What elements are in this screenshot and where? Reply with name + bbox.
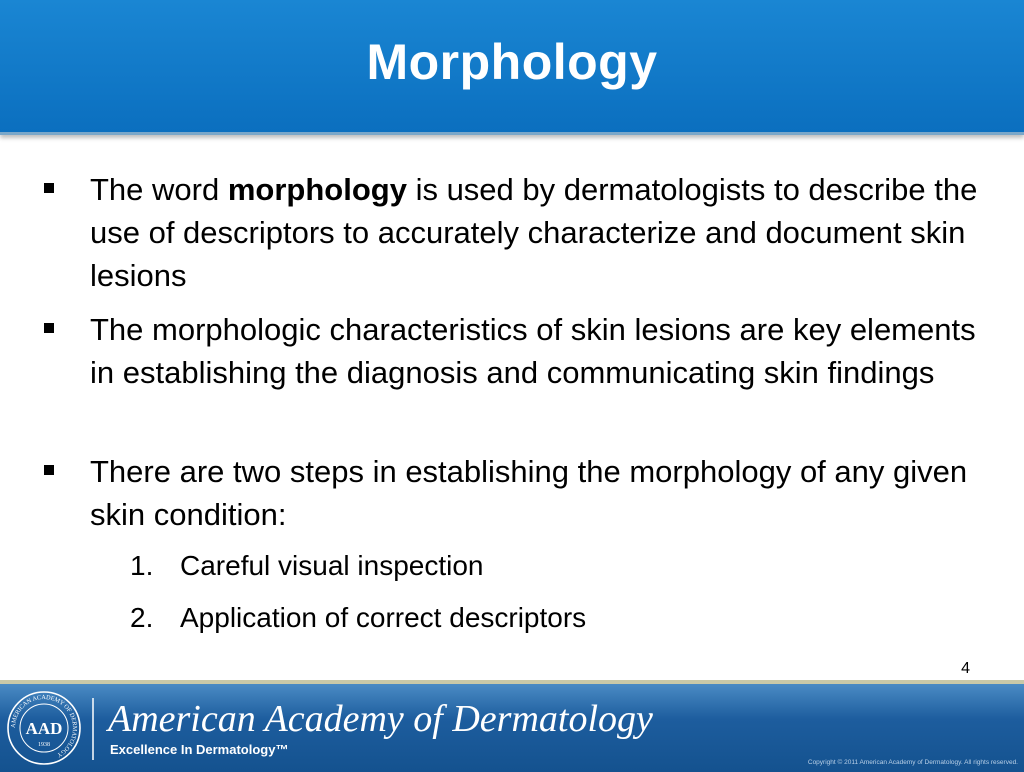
bullet-1-text-after: is used by dermatologists to describe the use of descriptors to accurately characterize and document skin lesions [90, 172, 978, 293]
footer-divider [92, 698, 94, 760]
svg-text:AMERICAN ACADEMY OF DERMATOLOG: AMERICAN ACADEMY OF DERMATOLOGY [9, 693, 79, 759]
title-bar [0, 0, 1024, 135]
bullet-1-text-before: The word [90, 172, 228, 207]
tagline: Excellence In Dermatology™ [110, 742, 289, 757]
page-number: 4 [961, 660, 970, 677]
copyright-notice: Copyright © 2011 American Academy of Dermatology. All rights reserved. [807, 759, 1018, 766]
step-text-2: Application of correct descriptors [180, 602, 587, 633]
step-item-1 [130, 548, 484, 584]
step-number-2: 2. [130, 602, 154, 633]
square-bullet-icon [44, 465, 54, 475]
bullet-1-bold-term: morphology [227, 172, 407, 207]
square-bullet-icon [44, 323, 54, 333]
footer-banner [0, 680, 1024, 772]
slide-title: Morphology [366, 34, 658, 90]
bullet-text-1 [90, 168, 980, 297]
square-bullet-icon [44, 183, 54, 193]
step-number-1: 1. [130, 550, 154, 581]
svg-text:1938: 1938 [38, 742, 50, 748]
svg-text:AAD: AAD [25, 719, 63, 738]
step-item-2 [130, 600, 586, 636]
organization-name: American Academy of Dermatology [108, 698, 653, 740]
bullet-text-2: The morphologic characteristics of skin lesions are key elements in establishing the diagnosis and communicating skin findings [90, 312, 976, 390]
bullet-text-3: There are two steps in establishing the morphology of any given skin condition: [90, 454, 968, 532]
aad-seal-logo [6, 690, 82, 766]
step-text-1: Careful visual inspection [180, 550, 484, 581]
